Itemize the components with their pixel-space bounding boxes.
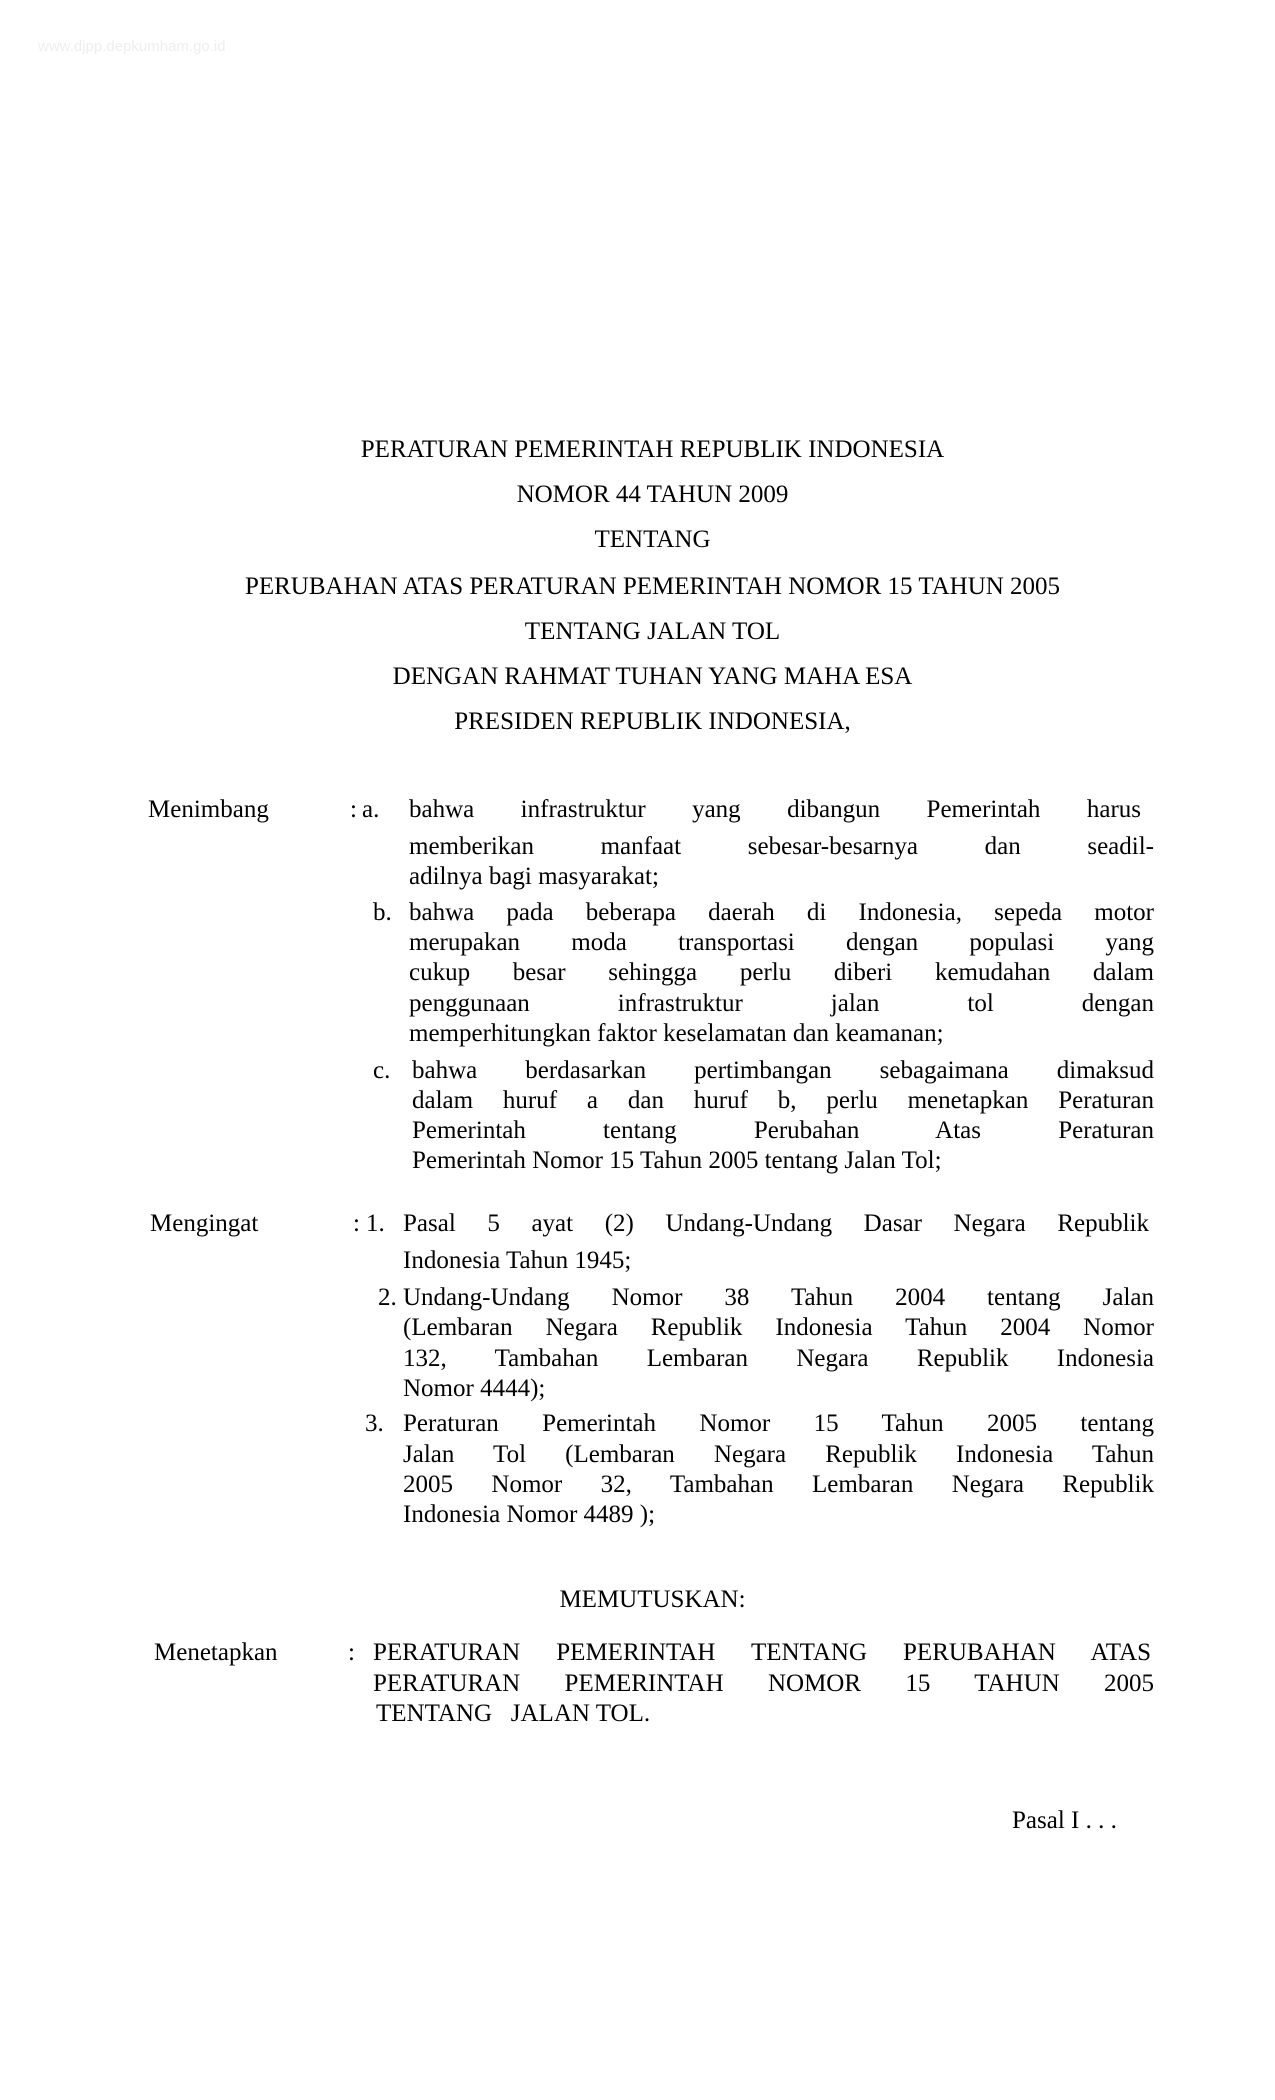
title-line: PRESIDEN REPUBLIK INDONESIA, [454,708,851,735]
item-marker: 3. [365,1410,384,1437]
text-line: PERATURAN PEMERINTAH TENTANG PERUBAHAN ATAS [373,1639,1151,1666]
text-line: penggunaan infrastruktur jalan tol dengan [409,990,1154,1017]
title-line: DENGAN RAHMAT TUHAN YANG MAHA ESA [392,663,913,690]
text-line: Indonesia Nomor 4489 ); [403,1501,656,1528]
colon: : [350,796,357,823]
text-line: bahwa infrastruktur yang dibangun Pemerintah harus [409,796,1141,823]
title-line: PERUBAHAN ATAS PERATURAN PEMERINTAH NOMOR 15 TAHUN 2005 [244,573,1061,600]
text-line: Indonesia Tahun 1945; [403,1247,632,1274]
text-line: Nomor 4444); [403,1375,546,1402]
memutuskan-heading: MEMUTUSKAN: [559,1586,746,1613]
text-line: Peraturan Pemerintah Nomor 15 Tahun 2005 tentang [403,1410,1154,1437]
text-line: bahwa berdasarkan pertimbangan sebagaimana dimaksud [412,1057,1154,1084]
mengingat-label: Mengingat [150,1210,259,1237]
text-line: Pemerintah tentang Perubahan Atas Peraturan [412,1117,1154,1144]
text-line: Pemerintah Nomor 15 Tahun 2005 tentang Jalan Tol; [412,1147,942,1174]
text-line: memperhitungkan faktor keselamatan dan keamanan; [409,1020,944,1047]
item-marker: 2. [378,1284,397,1311]
item-marker: b. [373,899,392,926]
menetapkan-label: Menetapkan [154,1639,278,1666]
title-line: TENTANG [594,526,711,553]
text-line: PERATURAN PEMERINTAH NOMOR 15 TAHUN 2005 [373,1670,1154,1697]
colon: : [348,1639,355,1666]
text-line: dalam huruf a dan huruf b, perlu menetapkan Peraturan [412,1087,1154,1114]
title-line: PERATURAN PEMERINTAH REPUBLIK INDONESIA [360,436,945,463]
text-line: (Lembaran Negara Republik Indonesia Tahun 2004 Nomor [403,1314,1154,1341]
next-page-reference: Pasal I . . . [1012,1807,1117,1834]
text-line: Jalan Tol (Lembaran Negara Republik Indonesia Tahun [403,1441,1154,1468]
text-line: cukup besar sehingga perlu diberi kemudahan dalam [409,959,1154,986]
text-line: merupakan moda transportasi dengan populasi yang [409,929,1154,956]
title-line: NOMOR 44 TAHUN 2009 [516,481,789,508]
text-line: adilnya bagi masyarakat; [409,863,659,890]
menimbang-label: Menimbang [148,796,269,823]
title-line: TENTANG JALAN TOL [524,618,781,645]
text-line: memberikan manfaat sebesar-besarnya dan seadil- [409,833,1154,860]
item-marker: c. [373,1057,391,1084]
colon: : [353,1210,360,1237]
text-line: Undang-Undang Nomor 38 Tahun 2004 tentang Jalan [403,1284,1154,1311]
text-line: 2005 Nomor 32, Tambahan Lembaran Negara Republik [403,1471,1154,1498]
watermark: www.djpp.depkumham.go.id [38,38,226,55]
item-marker: 1. [366,1210,385,1237]
text-line: Pasal 5 ayat (2) Undang-Undang Dasar Negara Republik [403,1210,1149,1237]
item-marker: a. [362,796,380,823]
text-line: TENTANG JALAN TOL. [376,1700,651,1727]
text-line: bahwa pada beberapa daerah di Indonesia, sepeda motor [409,899,1154,926]
text-line: 132, Tambahan Lembaran Negara Republik Indonesia [403,1345,1154,1372]
